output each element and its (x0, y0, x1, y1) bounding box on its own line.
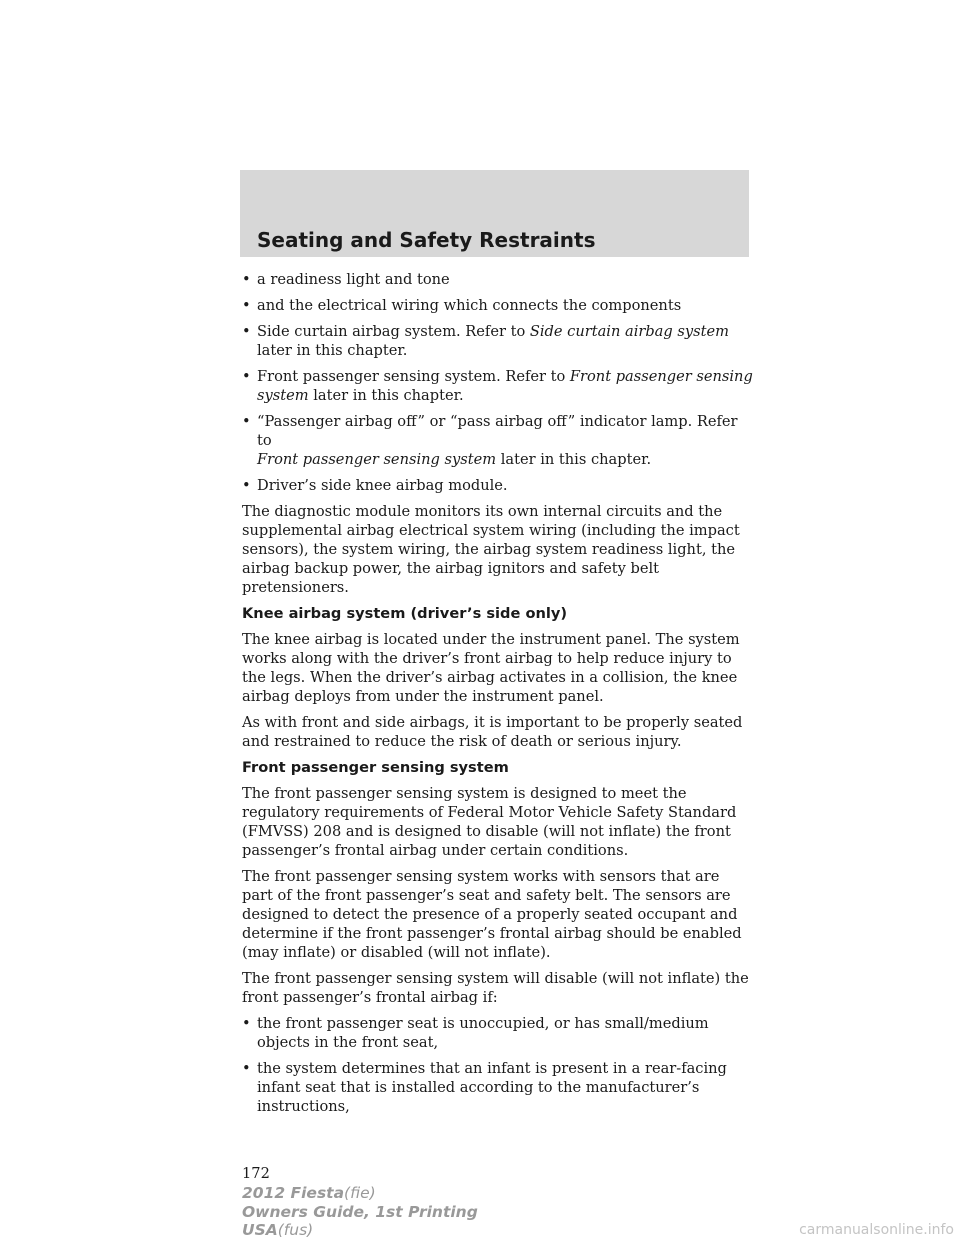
list-item-text: Side curtain airbag system. Refer to (257, 323, 530, 340)
heading-front-sensing: Front passenger sensing system (242, 759, 509, 776)
heading-knee-airbag: Knee airbag system (driver’s side only) (242, 605, 568, 622)
list-item (242, 296, 754, 315)
paragraph-knee-1: The knee airbag is located under the instrument panel. The system works along with the driver’s front airbag to help reduce injury to the legs. When the driver’s airbag activates in a collision, the knee airbag deploys from under the instrument panel. (242, 631, 740, 705)
list-item-text: Front passenger sensing system. Refer to (257, 368, 570, 385)
bullet-icon: • (242, 297, 251, 314)
bullet-icon: • (242, 477, 251, 494)
list-item-text: the system determines that an infant is present in a rear-facing infant seat that is installed according to the manufacturer’s instructions, (257, 1060, 727, 1115)
list-item-text: Driver’s side knee airbag module. (257, 477, 508, 494)
list-item-text: later in this chapter. (257, 342, 408, 359)
list-item (242, 1059, 754, 1116)
footer-market-code: (fus) (277, 1221, 314, 1239)
cross-reference: Front passenger sensing system (257, 451, 497, 468)
list-item-text: and the electrical wiring which connects the components (257, 297, 682, 314)
list-item-front-sensing (242, 367, 754, 405)
watermark-link[interactable]: carmanualsonline.info (799, 1222, 954, 1238)
list-item-text: the front passenger seat is unoccupied, or has small/medium objects in the front seat, (257, 1015, 709, 1051)
paragraph-sensing-1: The front passenger sensing system is designed to meet the regulatory requirements of Federal Motor Vehicle Safety Standard (FMVSS) 208 and is designed to disable (will not inflate) the front passenger’s frontal airbag under certain conditions. (242, 785, 737, 859)
print-footer (242, 1184, 478, 1240)
bullet-icon: • (242, 368, 251, 385)
bullet-icon: • (242, 413, 251, 430)
list-item (242, 270, 754, 289)
paragraph-diagnostic: The diagnostic module monitors its own internal circuits and the supplemental airbag electrical system wiring (including the impact sensors), the system wiring, the airbag system readiness light, the airbag backup power, the airbag ignitors and safety belt pretensioners. (242, 503, 740, 596)
bullet-icon: • (242, 1060, 251, 1077)
section-header-band (240, 170, 749, 257)
list-item-side-curtain (242, 322, 754, 360)
footer-model-code: (fie) (344, 1184, 376, 1202)
section-title: Seating and Safety Restraints (257, 228, 596, 252)
bullet-icon: • (242, 1015, 251, 1032)
footer-line-2: Owners Guide, 1st Printing (242, 1202, 478, 1221)
cross-reference: Side curtain airbag system (529, 323, 729, 340)
paragraph-sensing-3: The front passenger sensing system will disable (will not inflate) the front passenger’s frontal airbag if: (242, 970, 749, 1006)
list-item-indicator-lamp (242, 412, 754, 469)
page-content (242, 270, 754, 1123)
footer-market: USA (242, 1221, 278, 1239)
bullet-icon: • (242, 323, 251, 340)
footer-line-3 (242, 1221, 478, 1240)
list-item-text: a readiness light and tone (257, 271, 450, 288)
cross-reference: Front passenger sensing system (257, 368, 753, 404)
paragraph-sensing-2: The front passenger sensing system works with sensors that are part of the front passenger’s seat and safety belt. The sensors are designed to detect the presence of a properly seated occupant and determine if the front passenger’s frontal airbag should be enabled (may inflate) or disabled (will not inflate). (242, 868, 742, 961)
footer-model: 2012 Fiesta (242, 1184, 345, 1202)
page-number: 172 (242, 1165, 270, 1182)
list-item-text: later in this chapter. (500, 451, 652, 468)
footer-line-1 (242, 1184, 478, 1203)
list-item-text: “Passenger airbag off” or “pass airbag off” indicator lamp. Refer to (257, 413, 738, 449)
list-item-text: later in this chapter. (313, 387, 464, 404)
list-item (242, 476, 754, 495)
list-item (242, 1014, 754, 1052)
bullet-icon: • (242, 271, 251, 288)
paragraph-knee-2: As with front and side airbags, it is important to be properly seated and restrained to reduce the risk of death or serious injury. (242, 714, 743, 750)
